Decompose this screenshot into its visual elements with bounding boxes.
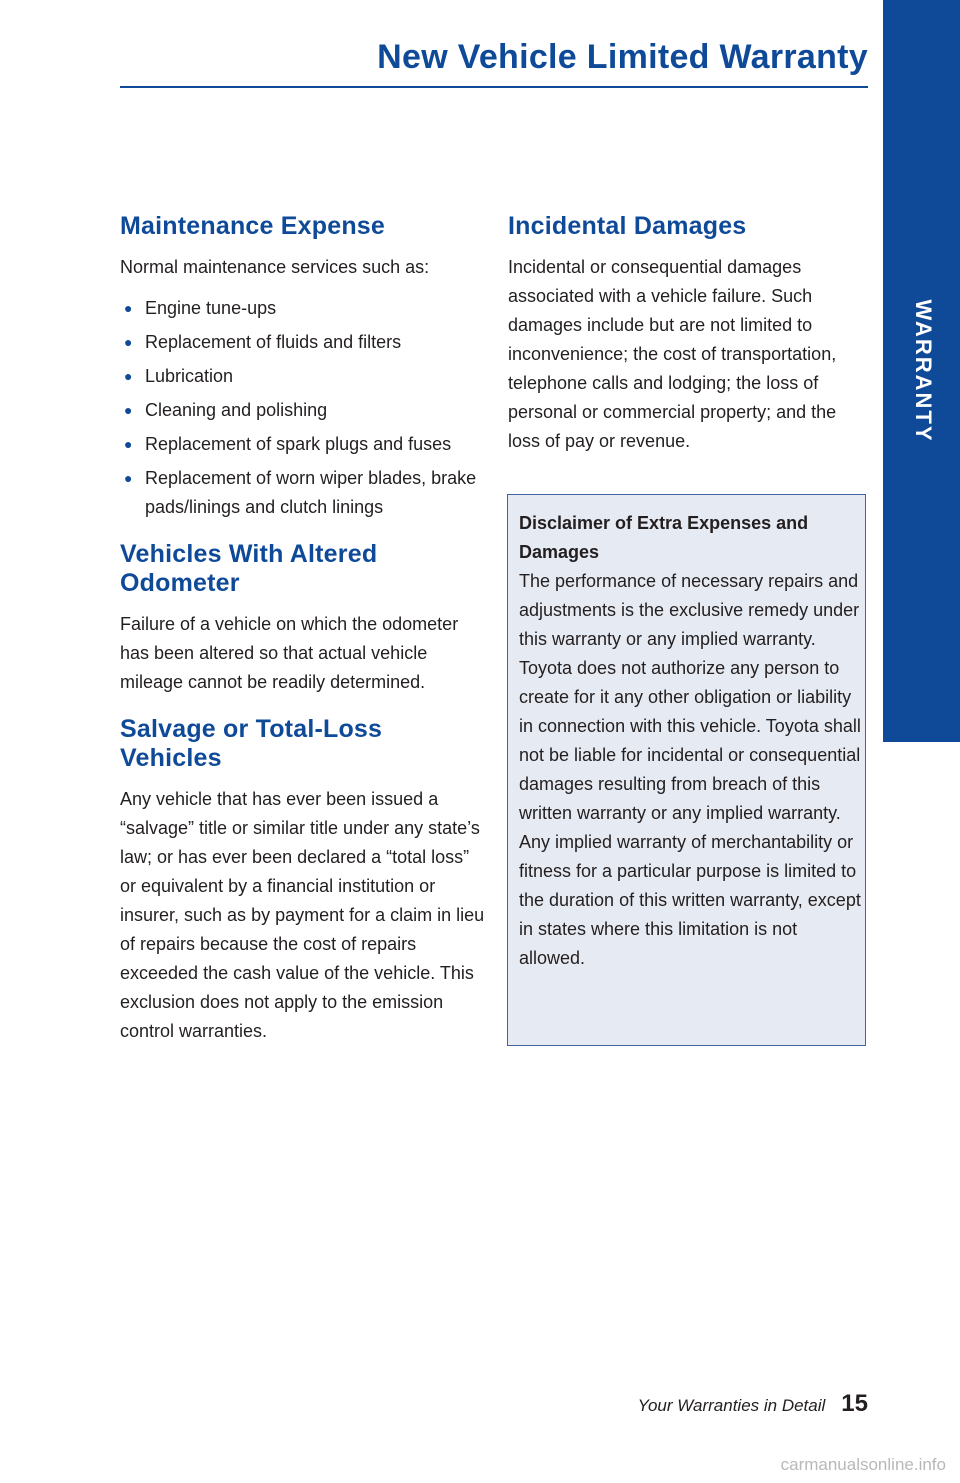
bullet-icon: ● (124, 436, 133, 452)
bullet-icon: ● (124, 402, 133, 418)
list-item: ● Lubrication (120, 362, 485, 391)
odometer-heading: Vehicles With Altered Odometer (120, 540, 378, 597)
list-item: ● Cleaning and polishing (120, 396, 485, 425)
bullet-icon: ● (124, 300, 133, 316)
incidental-heading: Incidental Damages (508, 212, 747, 240)
bullet-icon: ● (124, 470, 133, 486)
maintenance-list (120, 294, 485, 522)
bullet-icon: ● (124, 334, 133, 350)
disclaimer-box (507, 494, 866, 1046)
salvage-body: Any vehicle that has ever been issued a “salvage” title or similar title under any state’s law; or has ever been declared a “total loss” or equivalent by a financial institution or insurer, such as by payment for a claim in lieu of repairs because the cost of repairs exceeded the cash value of the vehicle. This exclusion does not apply to the emission control warranties. (120, 789, 485, 1041)
left-column (120, 212, 485, 1064)
section-tab-label (903, 296, 943, 446)
disclaimer-title: Disclaimer of Extra Expenses and Damages (519, 513, 809, 562)
list-item: ● Engine tune-ups (120, 294, 485, 323)
section-tab-text: WARRANTY (911, 299, 936, 443)
watermark: carmanualsonline.info (780, 1455, 946, 1474)
page-title: New Vehicle Limited Warranty (377, 38, 868, 76)
page-footer (638, 1390, 868, 1418)
list-item: ● Replacement of worn wiper blades, brake pads/linings and clutch linings (120, 464, 485, 522)
odometer-body: Failure of a vehicle on which the odometer has been altered so that actual vehicle mileage cannot be readily determined. (120, 614, 459, 692)
salvage-section (120, 715, 485, 1046)
maintenance-intro: Normal maintenance services such as: (120, 257, 430, 277)
maintenance-heading: Maintenance Expense (120, 212, 386, 240)
maintenance-section (120, 212, 485, 522)
bullet-icon: ● (124, 368, 133, 384)
salvage-heading: Salvage or Total-Loss Vehicles (120, 715, 383, 772)
incidental-body: Incidental or consequential damages associated with a vehicle failure. Such damages include but are not limited to inconvenience; the cost of transportation, telephone calls and lodging; the loss of personal or commercial property; and the loss of pay or revenue. (508, 257, 837, 451)
right-column (508, 212, 868, 474)
list-item: ● Replacement of spark plugs and fuses (120, 430, 485, 459)
incidental-section (508, 212, 868, 456)
odometer-section (120, 540, 485, 697)
disclaimer-body: The performance of necessary repairs and adjustments is the exclusive remedy under this warranty or any implied warranty. Toyota does not authorize any person to create for it any other obligation or liability in connection with this vehicle. Toyota shall not be liable for incidental or consequential damages resulting from breach of this written warranty or any implied warranty. Any implied warranty of merchantability or fitness for a particular purpose is limited to the duration of this written warranty, except in states where this limitation is not allowed. (519, 571, 861, 968)
title-divider (120, 86, 868, 88)
page-number: 15 (841, 1390, 868, 1417)
list-item: ● Replacement of fluids and filters (120, 328, 485, 357)
footer-text: Your Warranties in Detail (637, 1396, 826, 1415)
